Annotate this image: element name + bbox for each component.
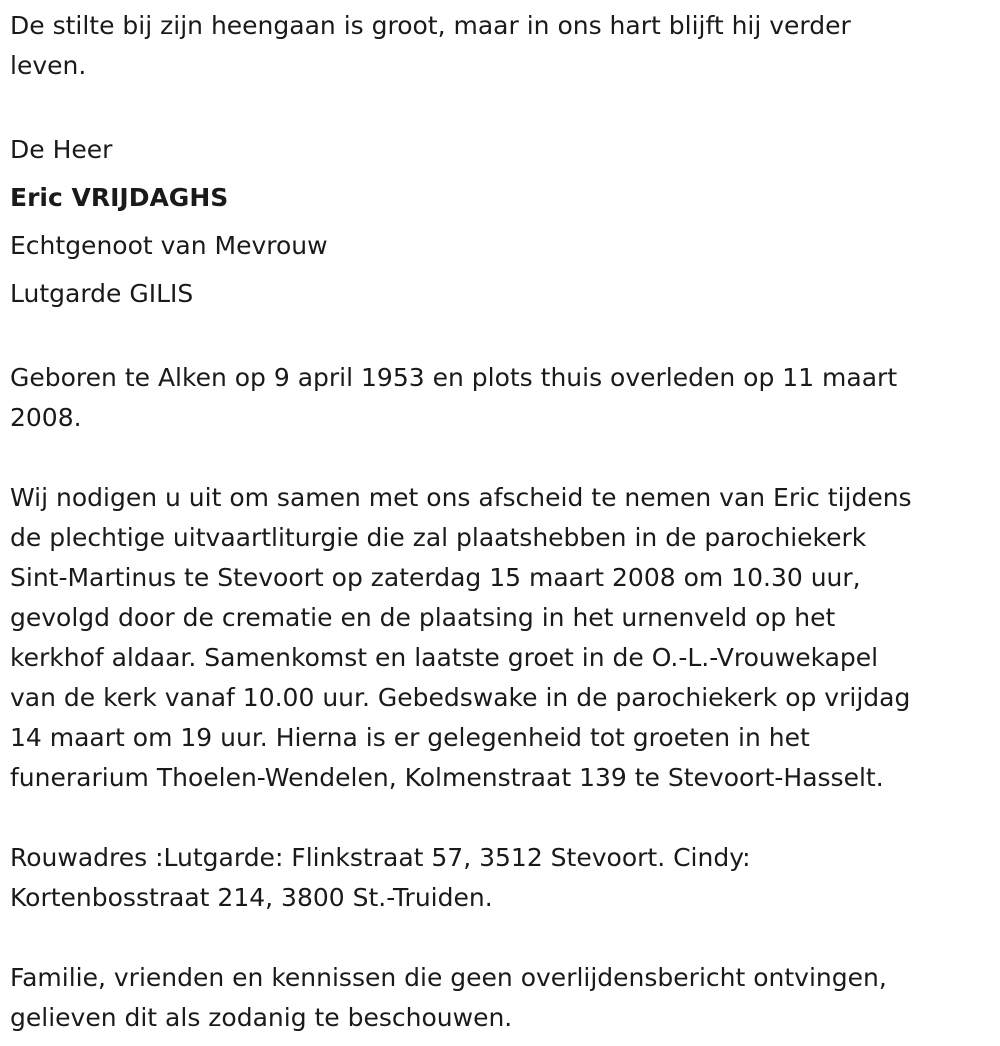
invitation-line: gevolgd door de crematie en de plaatsing in het urnenveld op het xyxy=(10,603,836,632)
intro-line: leven. xyxy=(10,51,87,80)
deceased-name: Eric VRIJDAGHS xyxy=(10,183,229,212)
deceased-block xyxy=(10,126,985,318)
invitation-line: kerkhof aldaar. Samenkomst en laatste groet in de O.-L.-Vrouwekapel xyxy=(10,643,879,672)
invitation-line: Sint-Martinus te Stevoort op zaterdag 15 maart 2008 om 10.30 uur, xyxy=(10,563,861,592)
invitation-line: Wij nodigen u uit om samen met ons afscheid te nemen van Eric tijdens xyxy=(10,483,912,512)
invitation-line: funerarium Thoelen-Wendelen, Kolmenstraat 139 te Stevoort-Hasselt. xyxy=(10,763,884,792)
honorific-title: De Heer xyxy=(10,135,113,164)
closing-line: Familie, vrienden en kennissen die geen overlijdensbericht ontvingen, xyxy=(10,963,887,992)
intro-line: De stilte bij zijn heengaan is groot, maar in ons hart blijft hij verder xyxy=(10,11,851,40)
closing-line: gelieven dit als zodanig te beschouwen. xyxy=(10,1003,513,1032)
intro-paragraph xyxy=(10,6,985,86)
obituary-document xyxy=(10,6,985,1038)
invitation-line: 14 maart om 19 uur. Hierna is er gelegenheid tot groeten in het xyxy=(10,723,810,752)
spouse-name: Lutgarde GILIS xyxy=(10,279,194,308)
address-line: Kortenbosstraat 214, 3800 St.-Truiden. xyxy=(10,883,493,912)
invitation-line: van de kerk vanaf 10.00 uur. Gebedswake in de parochiekerk op vrijdag xyxy=(10,683,911,712)
spouse-label: Echtgenoot van Mevrouw xyxy=(10,231,328,260)
birth-death-paragraph xyxy=(10,358,985,438)
address-line: Rouwadres :Lutgarde: Flinkstraat 57, 3512 Stevoort. Cindy: xyxy=(10,843,751,872)
invitation-paragraph xyxy=(10,478,985,798)
invitation-line: de plechtige uitvaartliturgie die zal plaatshebben in de parochiekerk xyxy=(10,523,867,552)
closing-paragraph xyxy=(10,958,985,1038)
birth-death-line: Geboren te Alken op 9 april 1953 en plots thuis overleden op 11 maart xyxy=(10,363,898,392)
birth-death-line: 2008. xyxy=(10,403,82,432)
mourning-address-paragraph xyxy=(10,838,985,918)
